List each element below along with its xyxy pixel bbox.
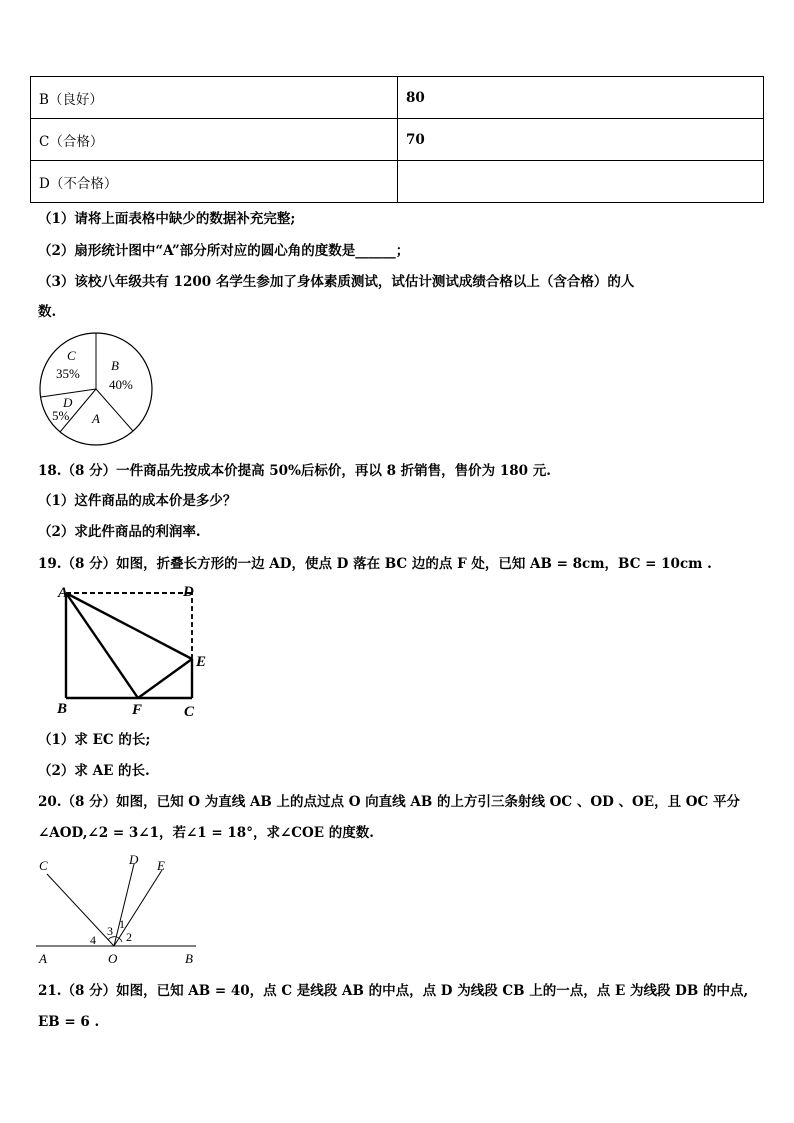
table-row — [31, 77, 764, 119]
q19-part2: （2）求 AE 的长. — [38, 763, 150, 779]
q20-stem-line2: ∠AOD,∠2 = 3∠1，若∠1 = 18°，求∠COE 的度数. — [38, 825, 374, 841]
q17-part2 — [38, 242, 409, 260]
point-label-e: E — [196, 654, 207, 670]
rays-figure — [30, 852, 202, 970]
grade-table — [30, 76, 764, 203]
q17-part2-text: （2）扇形统计图中“A”部分所对应的圆心角的度数是 — [38, 243, 356, 259]
pie-label-b: B — [111, 358, 119, 373]
pie-label-d: D — [63, 395, 73, 410]
q18-part1: （1）这件商品的成本价是多少？ — [38, 493, 237, 509]
point-label-o: O — [108, 951, 118, 966]
grade-cell: B（良好） — [31, 77, 398, 119]
pie-label-c: C — [67, 348, 76, 363]
table-row — [31, 161, 764, 203]
q21-stem-line2: EB = 6 . — [38, 1014, 100, 1030]
pie-chart — [36, 332, 160, 448]
angle-label-1: 1 — [119, 917, 125, 931]
point-label-c: C — [184, 704, 195, 720]
ray-label-e: E — [157, 858, 165, 873]
point-label-a: A — [58, 585, 69, 601]
pie-percent-c: 35% — [56, 366, 80, 381]
count-cell: 80 — [398, 77, 764, 119]
angle-label-4: 4 — [90, 933, 96, 947]
q19-part1: （1）求 EC 的长; — [38, 732, 151, 748]
q21-stem-line1: 21.（8 分）如图，已知 AB = 40，点 C 是线段 AB 的中点，点 D 为线段 CB 上的一点，点 E 为线段 DB 的中点, — [38, 983, 749, 999]
ray-label-d: D — [129, 852, 139, 867]
q18-part2: （2）求此件商品的利润率. — [38, 524, 201, 540]
line-label-b: B — [185, 951, 193, 966]
angle-label-3: 3 — [107, 924, 113, 938]
angle-label-2: 2 — [126, 930, 132, 944]
line-label-a: A — [39, 951, 47, 966]
q19-stem: 19.（8 分）如图，折叠长方形的一边 AD，使点 D 落在 BC 边的点 F 处，已知 AB = 8cm，BC = 10cm . — [38, 556, 712, 572]
q17-part3-cont: 数. — [38, 304, 57, 320]
pie-percent-d: 5% — [52, 408, 70, 423]
count-cell: 70 — [398, 119, 764, 161]
q17-part2-end: ； — [395, 243, 410, 259]
grade-cell: C（合格） — [31, 119, 398, 161]
count-cell — [398, 161, 764, 203]
q18-stem: 18.（8 分）一件商品先按成本价提高 50%后标价，再以 8 折销售，售价为 180 元. — [38, 463, 551, 479]
point-label-d: D — [183, 584, 194, 600]
q20-stem-line1: 20.（8 分）如图，已知 O 为直线 AB 上的点过点 O 向直线 AB 的上方引三条射线 OC 、OD 、OE，且 OC 平分 — [38, 794, 740, 810]
pie-percent-b: 40% — [109, 377, 133, 392]
table-row — [31, 119, 764, 161]
grade-cell: D（不合格） — [31, 161, 398, 203]
q17-part3: （3）该校八年级共有 1200 名学生参加了身体素质测试，试估计测试成绩合格以上（含合格）的人 — [38, 274, 635, 290]
rectangle-fold-figure — [52, 582, 222, 720]
ray-label-c: C — [39, 858, 48, 873]
pie-label-a: A — [92, 411, 100, 426]
q17-part1: （1）请将上面表格中缺少的数据补充完整; — [38, 211, 296, 227]
point-label-b: B — [57, 701, 68, 717]
answer-blank: ______ — [355, 243, 396, 259]
point-label-f: F — [132, 702, 143, 718]
